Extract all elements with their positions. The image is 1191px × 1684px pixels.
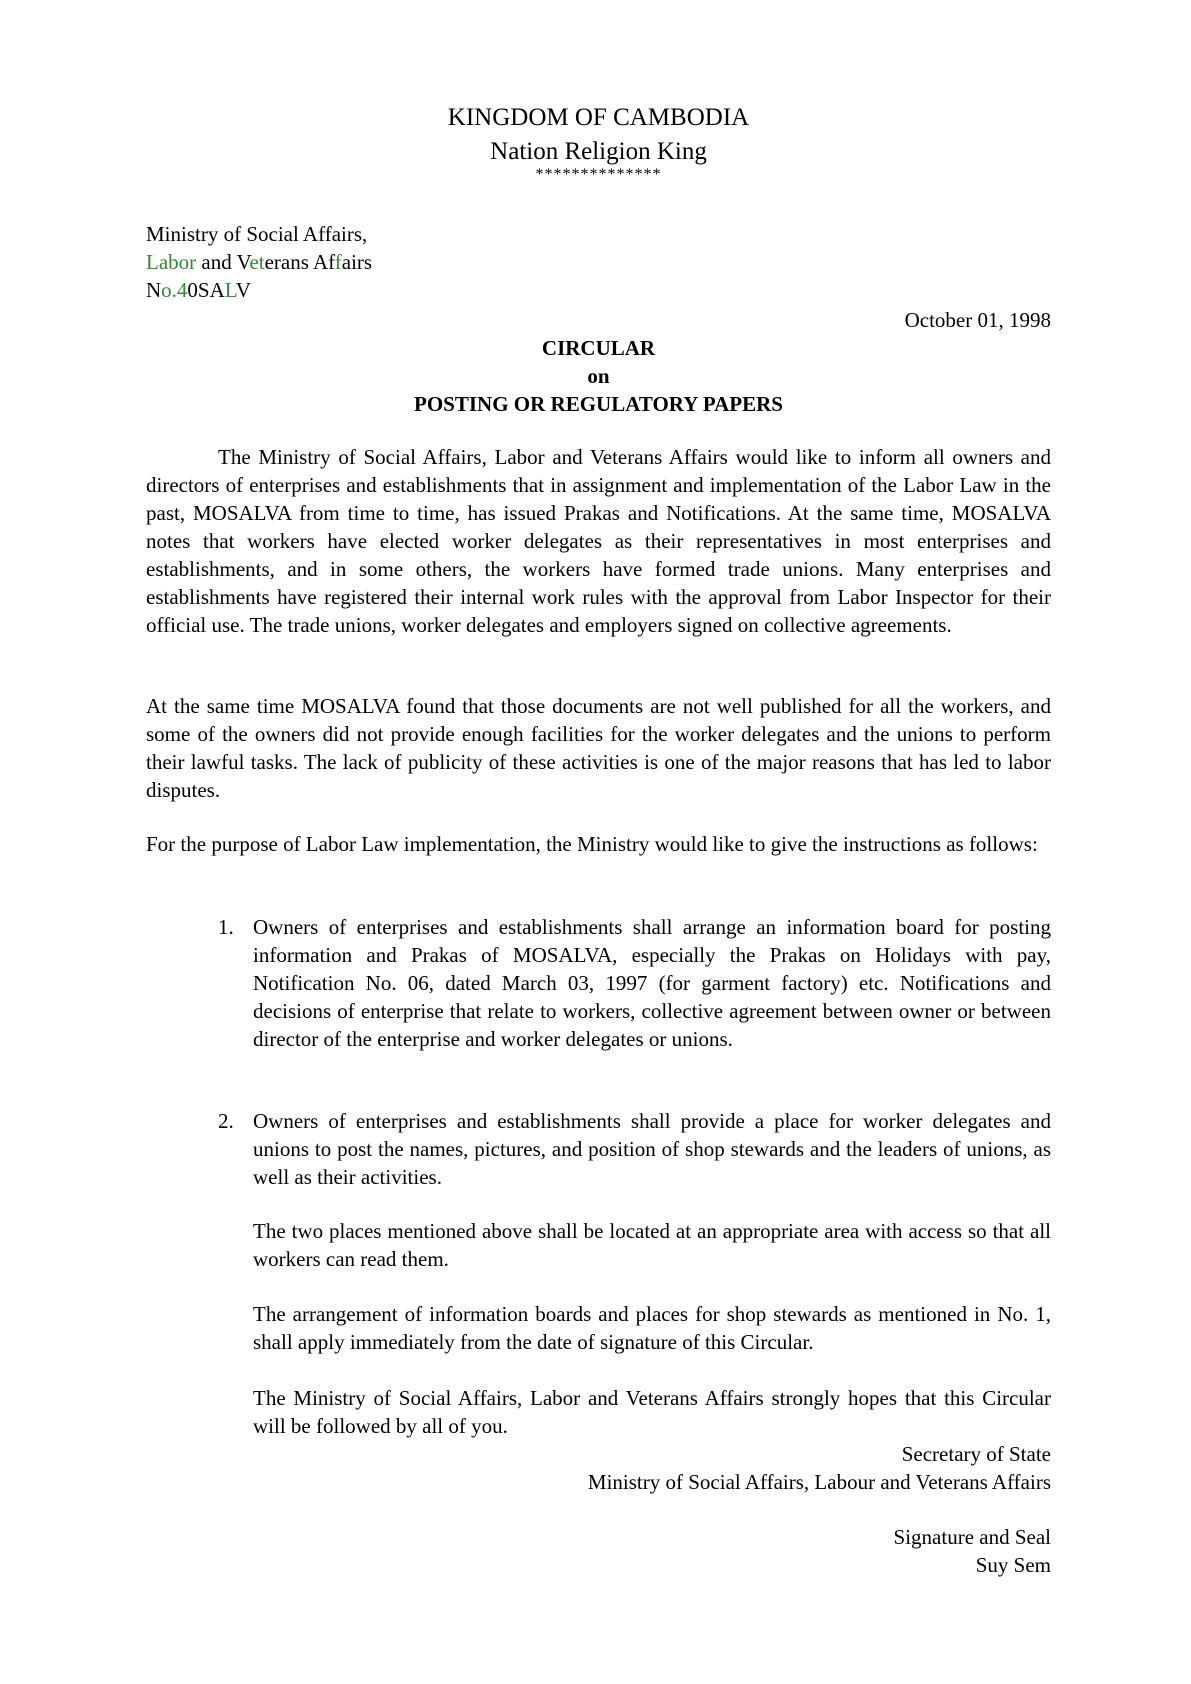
sender-dept-part: Labor — [146, 250, 197, 274]
signature-and-seal-label: Signature and Seal — [893, 1525, 1051, 1549]
body-paragraph-findings: At the same time MOSALVA found that those documents are not well published for all the workers, and some of the owners did not provide enough facilities for the worker delegates and the unions to perform their lawful tasks. The lack of publicity of these activities is one of the major reasons that has led to labor disputes. — [146, 694, 1051, 802]
kingdom-heading: KINGDOM OF CAMBODIA — [447, 104, 750, 131]
sender-block — [146, 220, 746, 304]
title-on: on — [587, 364, 610, 388]
reference-part: 0SA — [187, 278, 225, 302]
list-item-number: 2. — [218, 1109, 234, 1133]
sender-dept-part: and V — [196, 250, 250, 274]
sender-dept-part: airs — [341, 250, 373, 274]
list-item-text: Owners of enterprises and establishments shall provide a place for worker delegates and unions to post the names, pictures, and position of shop stewards and the leaders of unions, as well as their activities. — [253, 1109, 1051, 1189]
list-item-text: Owners of enterprises and establishments shall arrange an information board for posting information and Prakas of MOSALVA, especially the Prakas on Holidays with pay, Notification No. 06, dated March 03, 1997 (for garment factory) etc. Notifications and decisions of enterprise that relate to workers, collective agreement between owner or between director of the enterprise and worker delegates or unions. — [253, 915, 1051, 1051]
body-paragraph-instructions: For the purpose of Labor Law implementation, the Ministry would like to give the instructions as follows: — [146, 832, 1038, 856]
national-motto: Nation Religion King — [490, 138, 707, 165]
body-paragraph-closing: The Ministry of Social Affairs, Labor and Veterans Affairs strongly hopes that this Circular will be followed by all of you. — [253, 1386, 1051, 1438]
document-date: October 01, 1998 — [904, 308, 1051, 332]
reference-part: N — [146, 278, 162, 302]
list-item-number: 1. — [218, 915, 234, 939]
signatory-title: Secretary of State — [901, 1442, 1051, 1466]
reference-number — [146, 276, 746, 304]
reference-part: L — [224, 278, 236, 302]
title-subject: POSTING OR REGULATORY PAPERS — [414, 392, 783, 416]
sender-dept-part: f — [334, 250, 342, 274]
reference-part: 4 — [176, 278, 188, 302]
body-paragraph-intro: The Ministry of Social Affairs, Labor and Veterans Affairs would like to inform all owners and directors of enterprises and establishments that in assignment and implementation of the Labor Law in the past, MOSALVA from time to time, has issued Prakas and Notifications. At the same time, MOSALVA notes that workers have elected worker delegates as their representatives in most enterprises and establishments, and in some others, the workers have formed trade unions. Many enterprises and establishments have registered their internal work rules with the approval from Labor Inspector for their official use. The trade unions, worker delegates and employers signed on collective agreements. — [146, 445, 1051, 637]
title-circular: CIRCULAR — [541, 336, 656, 360]
reference-part: o. — [161, 278, 177, 302]
sender-ministry-line: Ministry of Social Affairs, — [146, 222, 368, 246]
list-item — [218, 913, 1051, 1053]
document-title — [146, 334, 1051, 418]
body-paragraph-location: The two places mentioned above shall be located at an appropriate area with access so that all workers can read them. — [253, 1219, 1051, 1271]
list-item — [218, 1107, 1051, 1191]
reference-part: V — [235, 278, 251, 302]
decorative-stars: ************** — [535, 166, 662, 183]
sender-department-line — [146, 248, 746, 276]
sender-dept-part: erans Af — [264, 250, 335, 274]
body-paragraph-arrangement: The arrangement of information boards and places for shop stewards as mentioned in No. 1, shall apply immediately from the date of signature of this Circular. — [253, 1302, 1051, 1354]
sender-dept-part: et — [249, 250, 265, 274]
signatory-ministry: Ministry of Social Affairs, Labour and Veterans Affairs — [587, 1470, 1051, 1494]
signatory-name: Suy Sem — [975, 1553, 1051, 1577]
